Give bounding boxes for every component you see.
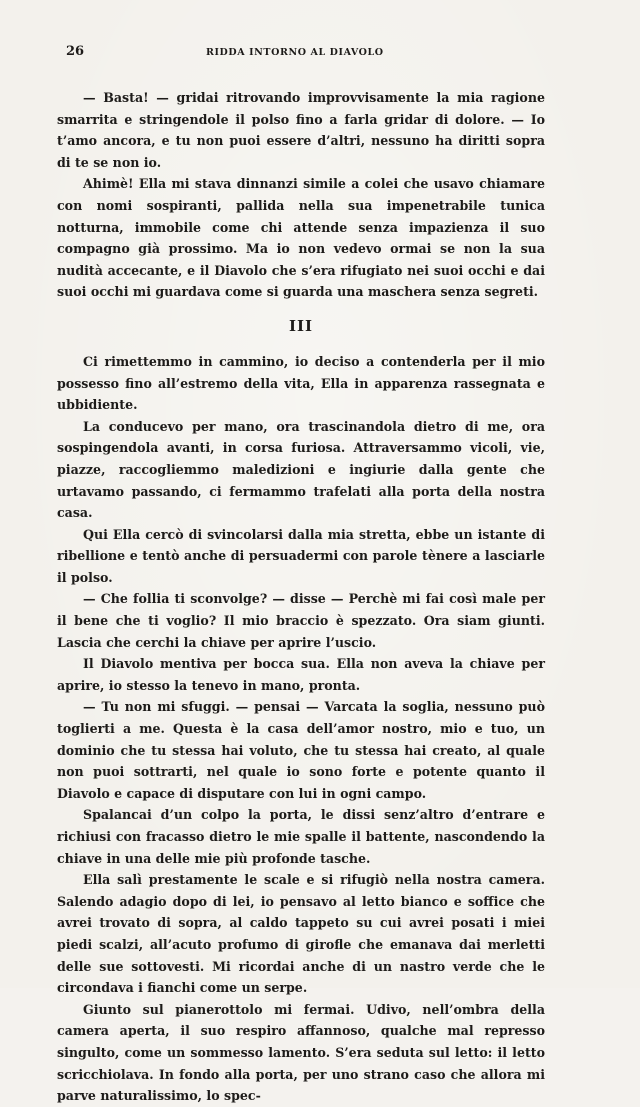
paragraph: Ci rimettemmo in cammino, io deciso a contenderla per il mio possesso fino all’estremo della vita, Ella in apparenza rassegnata e ubbidiente. (57, 353, 545, 413)
paragraph: — Che follia ti sconvolge? — disse — Perchè mi fai così male per il bene che ti voglio? Il mio braccio è spezzato. Ora siam giunti. Lascia che cerchi la chiave per aprire l’uscio. (57, 591, 545, 650)
paragraph: Il Diavolo mentiva per bocca sua. Ella non aveva la chiave per aprire, io stesso la tenevo in mano, pronta. (57, 656, 545, 693)
page-body (57, 87, 545, 1107)
paragraph: Spalancai d’un colpo la porta, le dissi senz’altro d’entrare e richiusi con fracasso dietro le mie spalle il battente, nascondendo la chiave in una delle mie più profonde tasche. (57, 807, 545, 866)
running-head: RIDDA INTORNO AL DIAVOLO (206, 47, 384, 58)
paragraph: — Basta! — gridai ritrovando improvvisamente la mia ragione smarrita e stringendole il polso fino a farla gridar di dolore. — Io t’amo ancora, e tu non puoi essere d’altri, nessuno ha diritti sopra di te se non io. (57, 90, 545, 170)
paragraph: La conducevo per mano, ora trascinandola dietro di me, ora sospingendola avanti, in corsa furiosa. Attraversammo vicoli, vie, piazze, raccogliemmo maledizioni e ingiurie dalla gente che urtavamo passando, ci fermammo trafelati alla porta della nostra casa. (57, 418, 545, 521)
chapter-heading: III (288, 316, 314, 335)
paragraph: Giunto sul pianerottolo mi fermai. Udivo, nell’ombra della camera aperta, il suo respiro affannoso, qualche mal represso singulto, come un sommesso lamento. S’era seduta sul letto: il letto scricchiolava. In fondo alla porta, per uno strano caso che allora mi parve naturalissimo, lo spec- (57, 1001, 545, 1104)
page-header (66, 44, 548, 64)
page-number: 26 (66, 44, 85, 59)
paragraph: Ahimè! Ella mi stava dinnanzi simile a colei che usavo chiamare con nomi sospiranti, pallida nella sua impenetrabile tunica notturna, immobile come chi attende senza impazienza il suo compagno già prossimo. Ma io non vedevo ormai se non la sua nudità accecante, e il Diavolo che s’era rifugiato nei suoi occhi e dai suoi occhi mi guardava come si guarda una maschera senza segreti. (57, 176, 545, 300)
paragraph: — Tu non mi sfuggi. — pensai — Varcata la soglia, nessuno può toglierti a me. Questa è la casa dell’amor nostro, mio e tuo, un dominio che tu stessa hai voluto, che tu stessa hai creato, al quale non puoi sottrarti, nel quale io sono forte e potente quanto il Diavolo e capace di disputare con lui in ogni campo. (57, 699, 545, 801)
paragraph: Qui Ella cercò di svincolarsi dalla mia stretta, ebbe un istante di ribellione e tentò anche di persuadermi con parole tènere a lasciarle il polso. (57, 526, 545, 585)
paragraph: Ella salì prestamente le scale e si rifugiò nella nostra camera. Salendo adagio dopo di lei, io pensavo al letto bianco e soffice che avrei trovato di sopra, al caldo tappeto su cui avrei posati i miei piedi scalzi, all’acuto profumo di girofle che emanava dai merletti delle sue sottovesti. Mi ricordai anche di un nastro verde che le circondava i fianchi come un serpe. (57, 872, 545, 996)
